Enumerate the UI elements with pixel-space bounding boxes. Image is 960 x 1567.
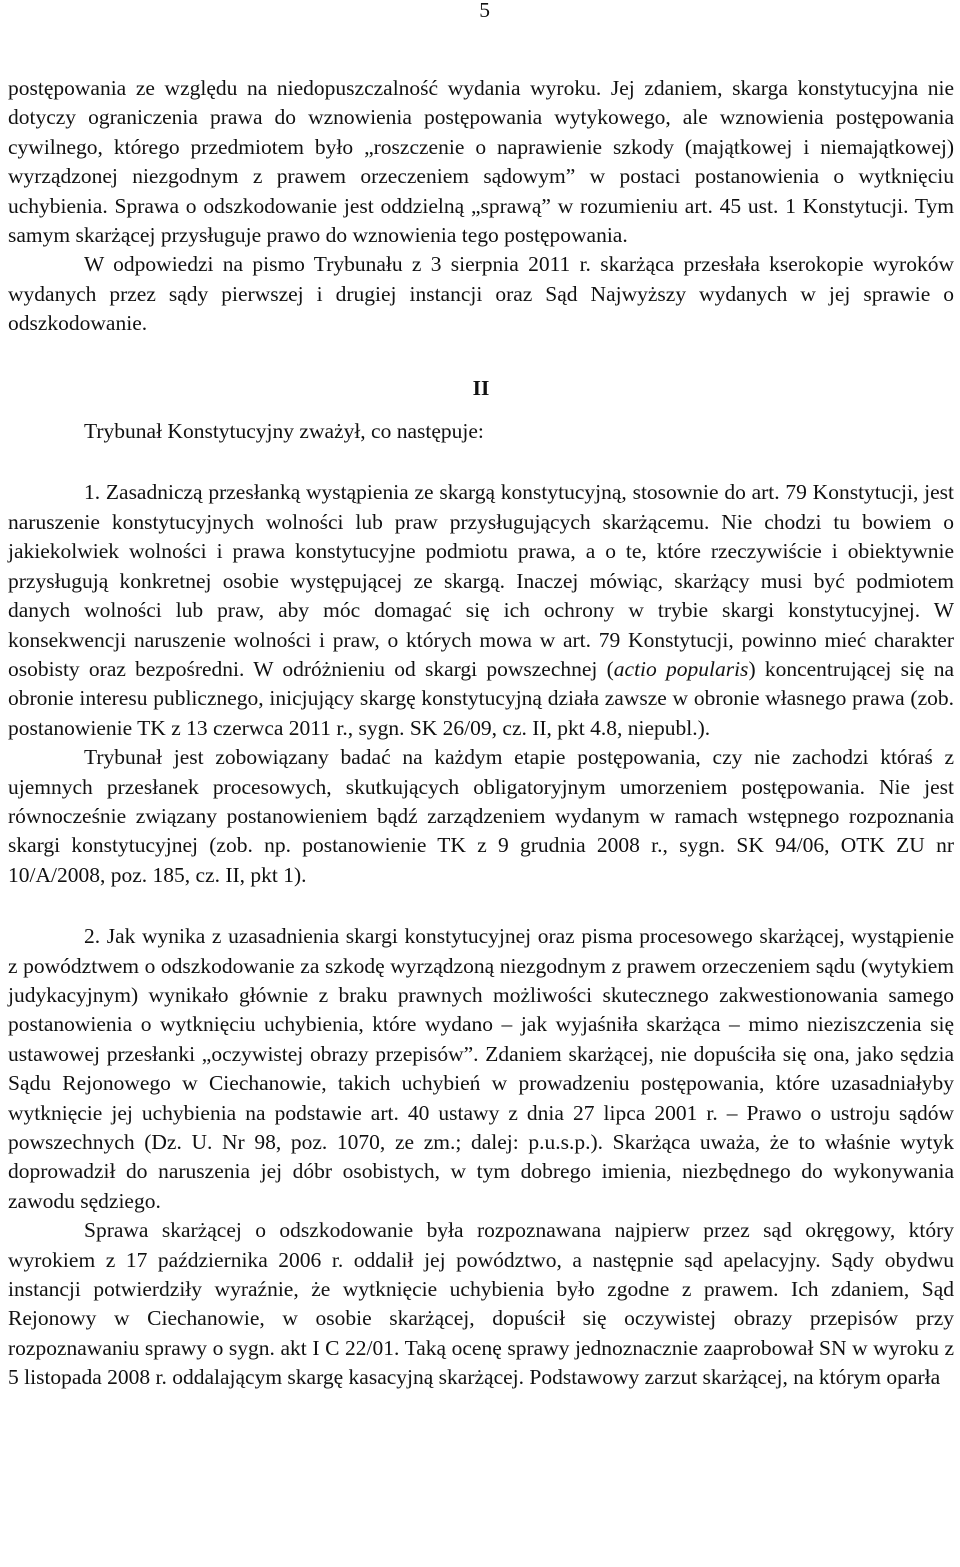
paragraph-tribunal-duty: Trybunał jest zobowiązany badać na każdym etapie postępowania, czy nie zachodzi któraś z ujemnych przesłanek procesowych, skutkujących obligatoryjnym umorzeniem postępowania. Nie jest równocześnie związany postanowieniem bądź zarządzeniem wydanym w ramach wstępnego rozpoznania skargi konstytucyjnej (zob. np. postanowienie TK z 9 grudnia 2008 r., sygn. SK 94/06, OTK ZU nr 10/A/2008, poz. 185, cz. II, pkt 1). bbox=[8, 745, 954, 887]
section-heading-roman: II bbox=[472, 375, 490, 400]
paragraph-case-history: Sprawa skarżącej o odszkodowanie była rozpoznawana najpierw przez sąd okręgowy, który wyrokiem z 17 października 2006 r. oddalił jej powództwo, a następnie sąd apelacyjny. Sądy obydwu instancji potwierdziły wyraźnie, że wytknięcie uchybienia było zgodne z prawem. Ich zdaniem, Sąd Rejonowy w Ciechanowie, w osobie skarżącej, dopuścił się oczywistej obrazy przepisów przy rozpoznawaniu sprawy o sygn. akt I C 22/01. Taką ocenę sprawy jednoznacznie zaaprobował SN w wyroku z 5 listopada 2008 r. oddalającym skargę kasacyjną skarżącej. Podstawowy zarzut skarżącej, na którym oparła bbox=[8, 1218, 954, 1390]
paragraph-point-1-tail: ) koncentrującej się na obronie interesu publicznego, inicjujący skargę konstytucyjną działa zawsze w obronie własnego prawa (zob. postanowienie TK z 13 czerwca 2011 r., sygn. SK 26/09, cz. II, pkt 4.8, niepubl.). bbox=[8, 656, 954, 740]
paragraph-response: W odpowiedzi na pismo Trybunału z 3 sierpnia 2011 r. skarżąca przesłała kserokopie wyroków wydanych przez sądy pierwszej i drugiej instancji oraz Sąd Najwyższy wydanych w jej sprawie o odszkodowanie. bbox=[8, 252, 954, 336]
paragraph-point-1-text: 1. Zasadniczą przesłanką wystąpienia ze skargą konstytucyjną, stosownie do art. 79 Konstytucji, jest naruszenie konstytucyjnych wolności lub praw przysługujących skarżącemu. Nie chodzi tu bowiem o jakiekolwiek wolności i prawa konstytucyjne podmiotu prawa, a o te, które rzeczywiście i obiektywnie przysługują konkretnej osobie występującej ze skargą. Inaczej mówiąc, skarżący musi być podmiotem danych wolności lub praw, aby móc domagać się ich ochrony w trybie skargi konstytucyjnej. W konsekwencji naruszenie wolności i praw, o których mowa w art. 79 Konstytucji, powinno mieć charakter osobisty oraz bezpośredni. W odróżnieniu od skargi powszechnej ( bbox=[8, 480, 954, 681]
paragraph-point-2: 2. Jak wynika z uzasadnienia skargi konstytucyjnej oraz pisma procesowego skarżącej, wystąpienie z powództwem o odszkodowanie za szkodę wyrządzoną niezgodnym z prawem orzeczeniem sądu (wytykiem judykacyjnym) wynikało głównie z braku prawnych możliwości skutecznego zakwestionowania samego postanowienia o wytknięciu uchybienia, które wydano – jak wyjaśniła skarżąca – mimo nieziszczenia się ustawowej przesłanki „oczywistej obrazy przepisów”. Zdaniem skarżącej, nie dopuściła się ona, jako sędzia Sądu Rejonowego w Ciechanowie, takich uchybień w prowadzeniu postępowania, które uzasadniałyby wytknięcie jej uchybienia na podstawie art. 40 ustawy z dnia 27 lipca 2001 r. – Prawo o ustroju sądów powszechnych (Dz. U. Nr 98, poz. 1070, ze zm.; dalej: p.u.s.p.). Skarżąca uważa, że to właśnie wytyk doprowadził do naruszenia jej dóbr osobistych, w tym dobrego imienia, niezbędnego do wykonywania zawodu sędziego. bbox=[8, 924, 954, 1213]
page-number: 5 bbox=[479, 0, 490, 22]
latin-term: actio popularis bbox=[613, 656, 749, 681]
paragraph-point-1 bbox=[8, 478, 954, 743]
paragraph-continuation: postępowania ze względu na niedopuszczalność wydania wyroku. Jej zdaniem, skarga konstytucyjna nie dotyczy ograniczenia prawa do wznowienia postępowania wytykowego, ale wznowienia postępowania cywilnego, którego przedmiotem było „roszczenie o naprawienie szkody (majątkowej i niemajątkowej) wyrządzonej niezgodnym z prawem orzeczeniem sądowym” w postaci postanowienia o wytknięciu uchybienia. Sprawa o odszkodowanie jest oddzielną „sprawą” w rozumieniu art. 45 ust. 1 Konstytucji. Tym samym skarżącej przysługuje prawo do wznowienia tego postępowania. bbox=[8, 76, 954, 248]
section-intro: Trybunał Konstytucyjny zważył, co następuje: bbox=[84, 419, 484, 444]
document-body bbox=[8, 74, 954, 1393]
